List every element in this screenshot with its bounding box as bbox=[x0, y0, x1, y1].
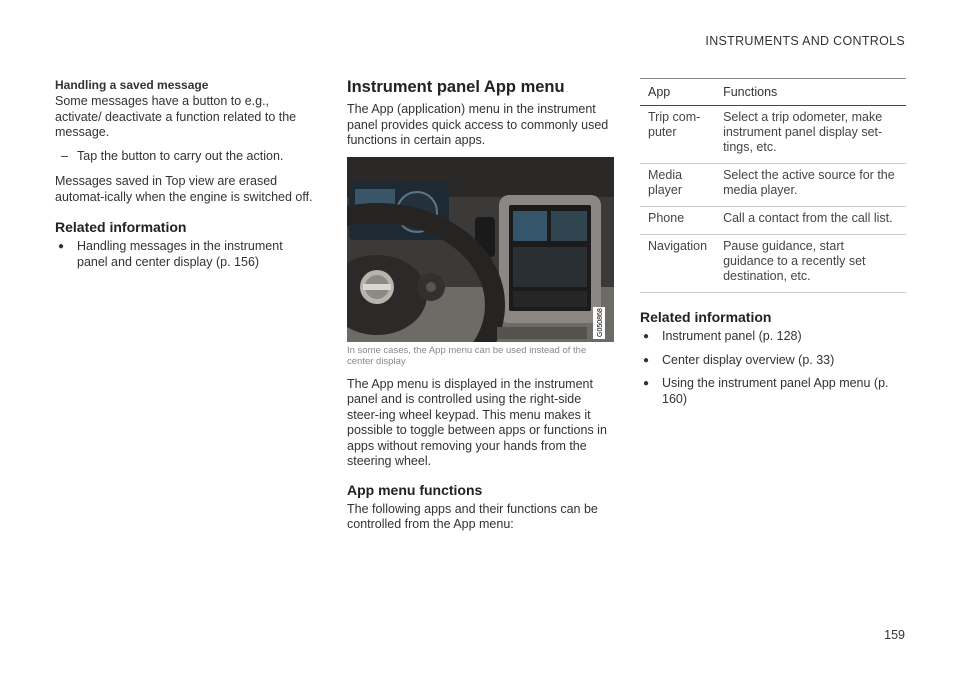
related-link[interactable]: ● Using the instrument panel App menu (p. 160) bbox=[643, 376, 889, 406]
related-list bbox=[55, 239, 315, 270]
related-title: Related information bbox=[640, 309, 772, 325]
related-title: Related information bbox=[55, 219, 187, 235]
app-functions-table bbox=[640, 78, 906, 293]
page-number: 159 bbox=[884, 628, 905, 642]
table-row bbox=[640, 106, 906, 164]
table-cell: Call a contact from the call list. bbox=[715, 207, 906, 235]
related-list bbox=[640, 329, 906, 407]
table-cell: Media player bbox=[640, 164, 715, 207]
dashboard-photo bbox=[347, 157, 614, 342]
body-paragraph: The App menu is displayed in the instrument panel and is controlled using the right-side steer-ing wheel keypad. This menu makes it possible to toggle between apps or functions in apps without removing your hands from the steering wheel. bbox=[347, 376, 607, 468]
related-link[interactable]: ● Handling messages in the instrument panel and center display (p. 156) bbox=[58, 239, 283, 269]
table-cell: Select a trip odometer, make instrument panel display set-tings, etc. bbox=[715, 106, 906, 164]
table-header-row bbox=[640, 79, 906, 106]
column-middle bbox=[347, 78, 614, 541]
paragraph: Some messages have a button to e.g., activate/ deactivate a function related to the message. bbox=[55, 94, 297, 139]
page-title: Instrument panel App menu bbox=[347, 78, 565, 96]
subsection-title: App menu functions bbox=[347, 481, 483, 498]
table-cell: Select the active source for the media player. bbox=[715, 164, 906, 207]
table-cell: Pause guidance, start guidance to a recently set destination, etc. bbox=[715, 235, 906, 293]
subsection-paragraph: The following apps and their functions can be controlled from the App menu: bbox=[347, 501, 598, 531]
table-row bbox=[640, 164, 906, 207]
intro-paragraph: The App (application) menu in the instrument panel provides quick access to commonly used functions in certain apps. bbox=[347, 102, 609, 147]
column-right bbox=[640, 78, 906, 415]
table-cell: Trip com-puter bbox=[640, 106, 715, 164]
figure-code: G050868 bbox=[597, 307, 604, 337]
table-cell: Phone bbox=[640, 207, 715, 235]
column-header: App bbox=[640, 79, 715, 106]
table-row bbox=[640, 235, 906, 293]
paragraph: Messages saved in Top view are erased automat-ically when the engine is switched off. bbox=[55, 174, 313, 204]
column-left bbox=[55, 78, 315, 278]
column-header: Functions bbox=[715, 79, 906, 106]
dash-list-item: – Tap the button to carry out the action. bbox=[61, 148, 284, 163]
table-row bbox=[640, 207, 906, 235]
dash-item-text: Tap the button to carry out the action. bbox=[77, 148, 284, 163]
section-heading: Handling a saved message bbox=[55, 78, 209, 92]
running-header: INSTRUMENTS AND CONTROLS bbox=[705, 34, 905, 48]
related-link[interactable]: ● Center display overview (p. 33) bbox=[643, 352, 835, 367]
related-link[interactable]: ● Instrument panel (p. 128) bbox=[643, 329, 802, 343]
figure-caption: In some cases, the App menu can be used instead of the center display bbox=[347, 344, 587, 367]
table-cell: Navigation bbox=[640, 235, 715, 293]
